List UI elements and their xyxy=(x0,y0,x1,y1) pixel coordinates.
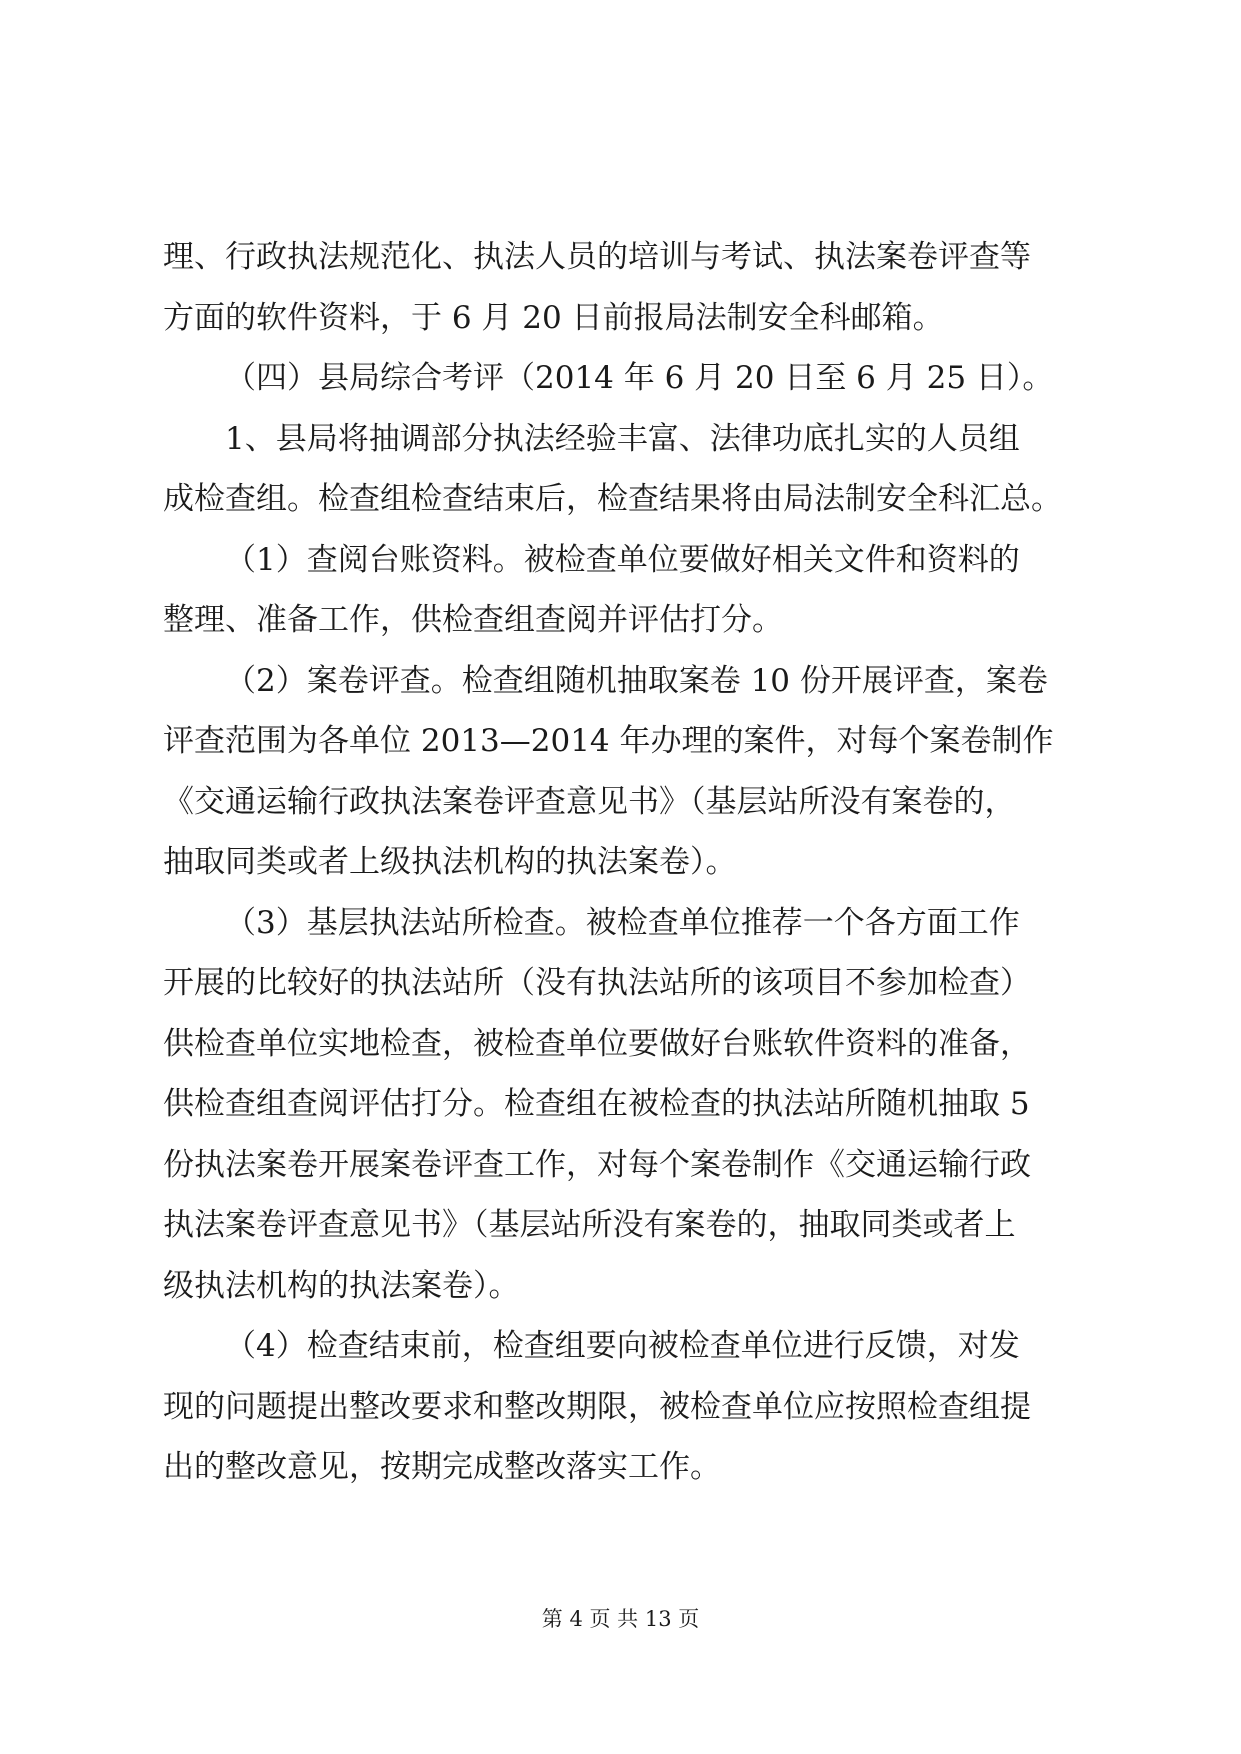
text-line: 成检查组。检查组检查结束后，检查结果将由局法制安全科汇总。 xyxy=(163,481,1062,517)
text-line: 开展的比较好的执法站所（没有执法站所的该项目不参加检查） xyxy=(163,965,1031,1001)
text-line: 供检查单位实地检查，被检查单位要做好台账软件资料的准备， xyxy=(163,1025,1031,1062)
text-line: 份执法案卷开展案卷评查工作，对每个案卷制作《交通运输行政 xyxy=(163,1146,1031,1183)
text-line: 出的整改意见，按期完成整改落实工作。 xyxy=(163,1449,721,1485)
text-line: 方面的软件资料，于 6 月 20 日前报局法制安全科邮箱。 xyxy=(163,299,944,336)
text-line: 现的问题提出整改要求和整改期限，被检查单位应按照检查组提 xyxy=(163,1388,1031,1425)
text-line: 级执法机构的执法案卷）。 xyxy=(163,1267,520,1304)
text-line: （2）案卷评查。检查组随机抽取案卷 10 份开展评查，案卷 xyxy=(225,662,1048,699)
text-line: 执法案卷评查意见书》（基层站所没有案卷的，抽取同类或者上 xyxy=(163,1207,1016,1243)
section-heading: （四）县局综合考评（2014 年 6 月 20 日至 6 月 25 日）。 xyxy=(225,360,1054,396)
text-line: 整理、准备工作，供检查组查阅并评估打分。 xyxy=(163,602,783,638)
text-line: 《交通运输行政执法案卷评查意见书》（基层站所没有案卷的， xyxy=(163,783,1016,820)
page-number-footer: 第 4 页 共 13 页 xyxy=(541,1607,700,1631)
document-body xyxy=(163,227,1083,1498)
text-line: （3）基层执法站所检查。被检查单位推荐一个各方面工作 xyxy=(225,904,1020,941)
text-line: （1）查阅台账资料。被检查单位要做好相关文件和资料的 xyxy=(225,541,1020,578)
text-line: 供检查组查阅评估打分。检查组在被检查的执法站所随机抽取 5 xyxy=(163,1086,1030,1122)
text-line: 抽取同类或者上级执法机构的执法案卷）。 xyxy=(163,844,737,880)
text-line: 评查范围为各单位 2013—2014 年办理的案件，对每个案卷制作 xyxy=(163,723,1054,759)
text-line: （4）检查结束前，检查组要向被检查单位进行反馈，对发 xyxy=(225,1328,1020,1364)
text-line: 理、行政执法规范化、执法人员的培训与考试、执法案卷评查等 xyxy=(163,239,1031,275)
text-line: 1、县局将抽调部分执法经验丰富、法律功底扎实的人员组 xyxy=(225,420,1020,457)
